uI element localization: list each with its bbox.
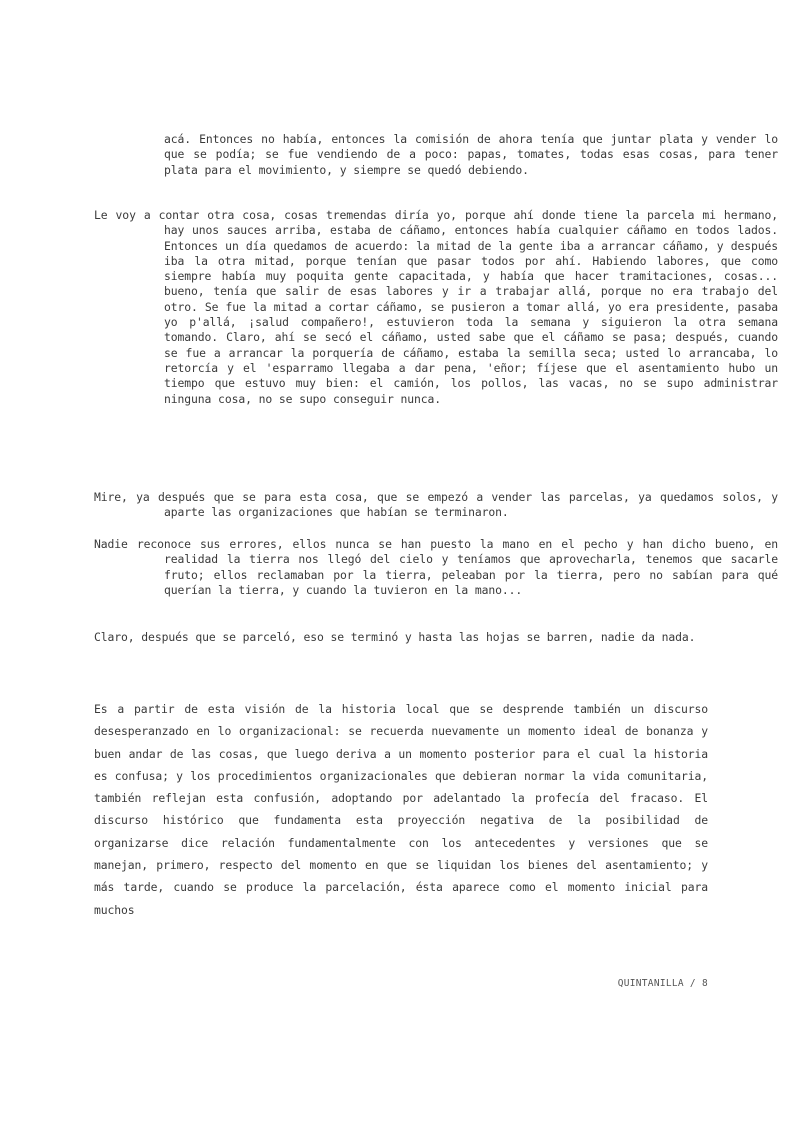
- page-footer: QUINTANILLA / 8: [617, 978, 708, 989]
- quote-paragraph-2: Le voy a contar otra cosa, cosas tremendas diría yo, porque ahí donde tiene la parcela mi hermano, hay unos sauces arriba, estaba de cáñamo, entonces había cualquier cáñamo en todos lados. Entonces un día quedamos de acuerdo: la mitad de la gente iba a arrancar cáñamo, y después iba la otra mitad, porque tenían que pasar todos por ahí. Habiendo labores, que como siempre había muy poquita gente capacitada, y había que hacer tramitaciones, cosas... bueno, tenía que salir de esas labores y ir a trabajar allá, porque no era trabajo del otro. Se fue la mitad a cortar cáñamo, se pusieron a tomar allá, yo era presidente, pasaba yo p'allá, ¡salud compañero!, estuvieron toda la semana y siguieron la otra semana tomando. Claro, ahí se secó el cáñamo, usted sabe que el cáñamo se pasa; después, cuando se fue a arrancar la porquería de cáñamo, estaba la semilla seca; usted lo arrancaba, lo retorcía y el 'esparramo llegaba a dar pena, 'eñor; fíjese que el asentamiento hubo un tiempo que estuvo muy bien: el camión, los pollos, las vacas, no se supo administrar ninguna cosa, no se supo conseguir nunca.: [94, 208, 778, 406]
- quote-paragraph-5: Claro, después que se parceló, eso se terminó y hasta las hojas se barren, nadie da nada.: [94, 630, 696, 644]
- quote-paragraph-4: Nadie reconoce sus errores, ellos nunca se han puesto la mano en el pecho y han dicho bueno, en realidad la tierra nos llegó del cielo y teníamos que aprovecharla, tenemos que sacarle fruto; ellos reclamaban por la tierra, peleaban por la tierra, pero no sabían para qué querían la tierra, y cuando la tuvieron en la mano...: [94, 537, 778, 597]
- body-paragraph: Es a partir de esta visión de la historia local que se desprende también un discurso desesperanzado en lo organizacional: se recuerda nuevamente un momento ideal de bonanza y buen andar de las cosas, que luego deriva a un momento posterior para el cual la historia es confusa; y los procedimientos organizacionales que debieran normar la vida comunitaria, también reflejan esta confusión, adoptando por adelantado la profecía del fracaso. El discurso histórico que fundamenta esta proyección negativa de la posibilidad de organizarse dice relación fundamentalmente con los antecedentes y versiones que se manejan, primero, respecto del momento en que se liquidan los bienes del asentamiento; y más tarde, cuando se produce la parcelación, ésta aparece como el momento inicial para muchos: [94, 702, 708, 917]
- quote-paragraph-1: acá. Entonces no había, entonces la comisión de ahora tenía que juntar plata y vender lo que se podía; se fue vendiendo de a poco: papas, tomates, todas esas cosas, para tener plata para el movimiento, y siempre se quedó debiendo.: [164, 132, 778, 177]
- quote-paragraph-3: Mire, ya después que se para esta cosa, que se empezó a vender las parcelas, ya quedamos solos, y aparte las organizaciones que habían se terminaron.: [94, 490, 778, 520]
